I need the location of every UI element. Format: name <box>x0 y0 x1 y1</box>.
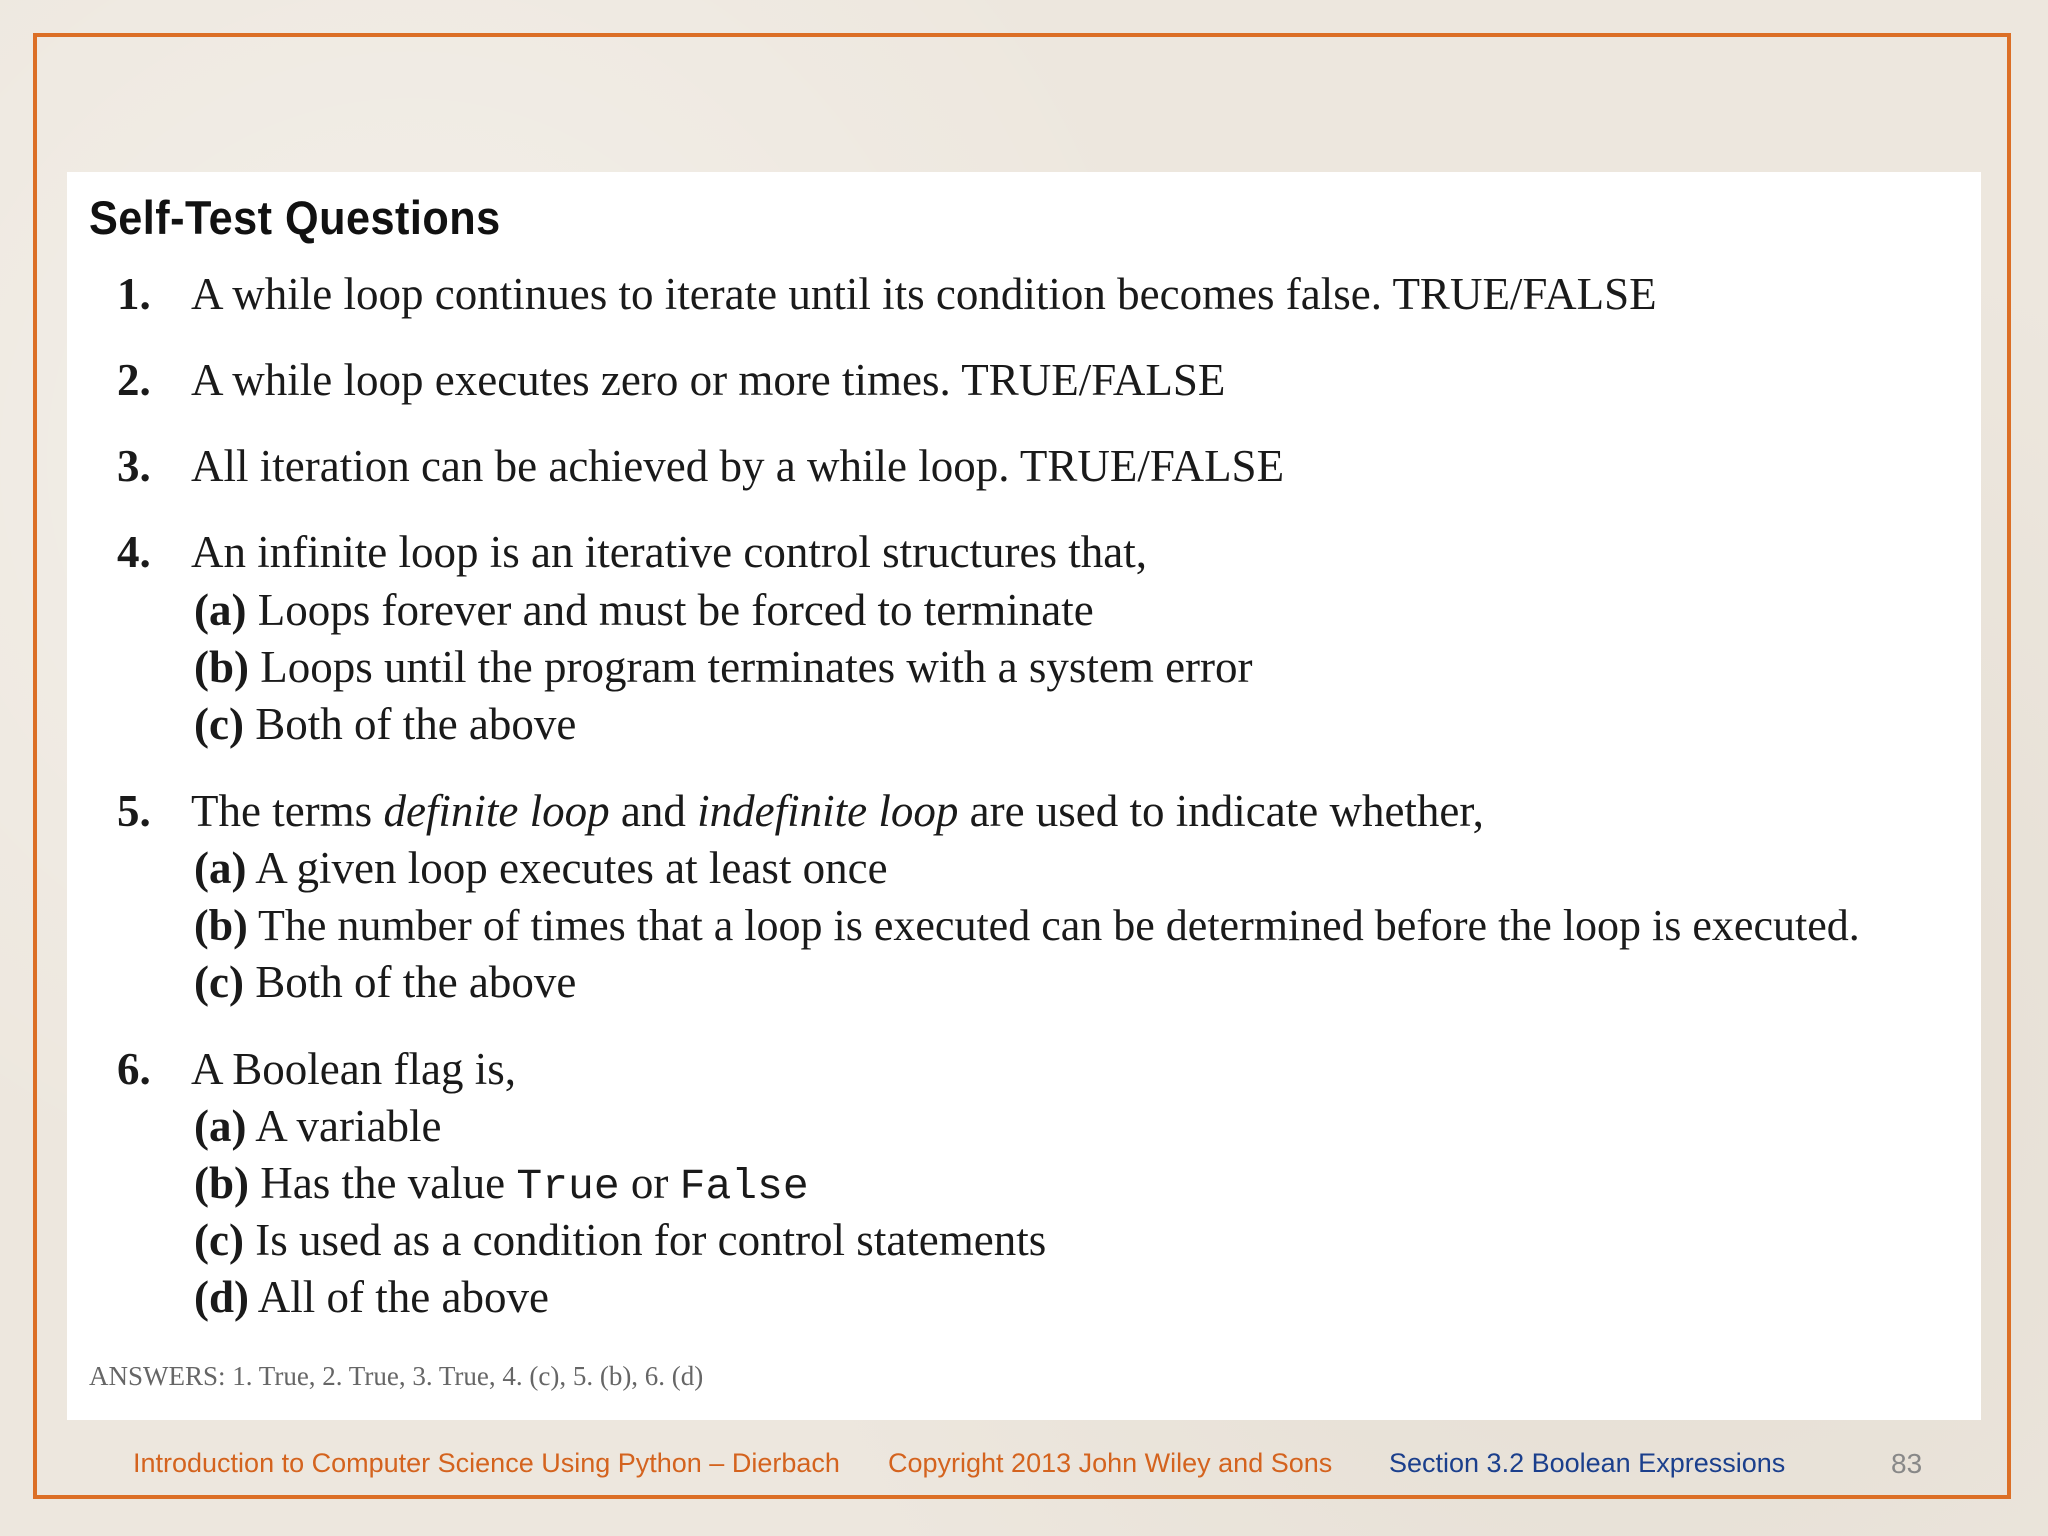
question-text: A Boolean flag is, <box>191 1044 516 1094</box>
option-letter: (b) <box>194 642 249 692</box>
code-true: True <box>516 1162 620 1211</box>
question-number: 6. <box>117 1044 151 1094</box>
question-number: 3. <box>117 441 151 491</box>
footer-section: Section 3.2 Boolean Expressions <box>1389 1448 1786 1478</box>
option-letter: (c) <box>194 1215 244 1265</box>
option-letter: (d) <box>194 1272 249 1322</box>
option-text-part: Has the value <box>260 1158 517 1208</box>
question-text: An infinite loop is an iterative control structures that, <box>191 527 1148 577</box>
option-text <box>260 1158 809 1211</box>
question-number: 2. <box>117 355 151 405</box>
option-5c <box>194 954 576 1011</box>
question-panel <box>67 172 1981 1420</box>
option-letter: (a) <box>194 585 247 635</box>
option-letter: (a) <box>194 843 247 893</box>
option-text: A given loop executes at least once <box>255 843 888 893</box>
option-6a <box>194 1098 441 1155</box>
option-letter: (c) <box>194 699 244 749</box>
question-text-part: The terms <box>191 786 384 836</box>
question-text: A while loop continues to iterate until its condition becomes false. TRUE/FALSE <box>191 269 1657 319</box>
question-number: 4. <box>117 527 151 577</box>
question-number: 5. <box>117 786 151 836</box>
option-6b <box>194 1155 809 1215</box>
option-text: Both of the above <box>255 957 577 1007</box>
question-text: All iteration can be achieved by a while loop. TRUE/FALSE <box>191 441 1285 491</box>
option-4c <box>194 696 576 753</box>
option-text-part: or <box>619 1158 680 1208</box>
section-heading: Self-Test Questions <box>89 191 501 244</box>
option-5b <box>194 897 1860 954</box>
option-letter: (c) <box>194 957 244 1007</box>
question-number: 1. <box>117 269 151 319</box>
option-5a <box>194 840 888 897</box>
option-6c <box>194 1212 1046 1269</box>
option-6d <box>194 1269 549 1326</box>
option-text: Both of the above <box>255 699 577 749</box>
option-letter: (b) <box>194 901 248 950</box>
page-number: 83 <box>1891 1448 1923 1479</box>
option-text: A variable <box>255 1101 442 1151</box>
option-text: All of the above <box>257 1272 549 1322</box>
term-indefinite-loop: indefinite loop <box>697 786 959 836</box>
option-4a <box>194 582 1094 639</box>
question-text-part: are used to indicate whether, <box>958 786 1484 836</box>
question-text <box>191 783 1484 840</box>
term-definite-loop: definite loop <box>383 786 610 836</box>
option-text: Loops until the program terminates with a system error <box>260 642 1253 692</box>
option-text: The number of times that a loop is executed can be determined before the loop is executed. <box>258 901 1860 950</box>
footer-copyright: Copyright 2013 John Wiley and Sons <box>888 1448 1333 1478</box>
code-false: False <box>679 1162 809 1211</box>
option-text: Loops forever and must be forced to terminate <box>257 585 1094 635</box>
question-text-part: and <box>609 786 698 836</box>
option-letter: (b) <box>194 1158 249 1208</box>
option-text: Is used as a condition for control statements <box>255 1215 1047 1265</box>
answer-key: ANSWERS: 1. True, 2. True, 3. True, 4. (c), 5. (b), 6. (d) <box>89 1361 704 1391</box>
option-4b <box>194 639 1253 696</box>
option-letter: (a) <box>194 1101 247 1151</box>
footer-book-title: Introduction to Computer Science Using Python – Dierbach <box>133 1448 840 1478</box>
question-text: A while loop executes zero or more times. TRUE/FALSE <box>191 355 1226 405</box>
